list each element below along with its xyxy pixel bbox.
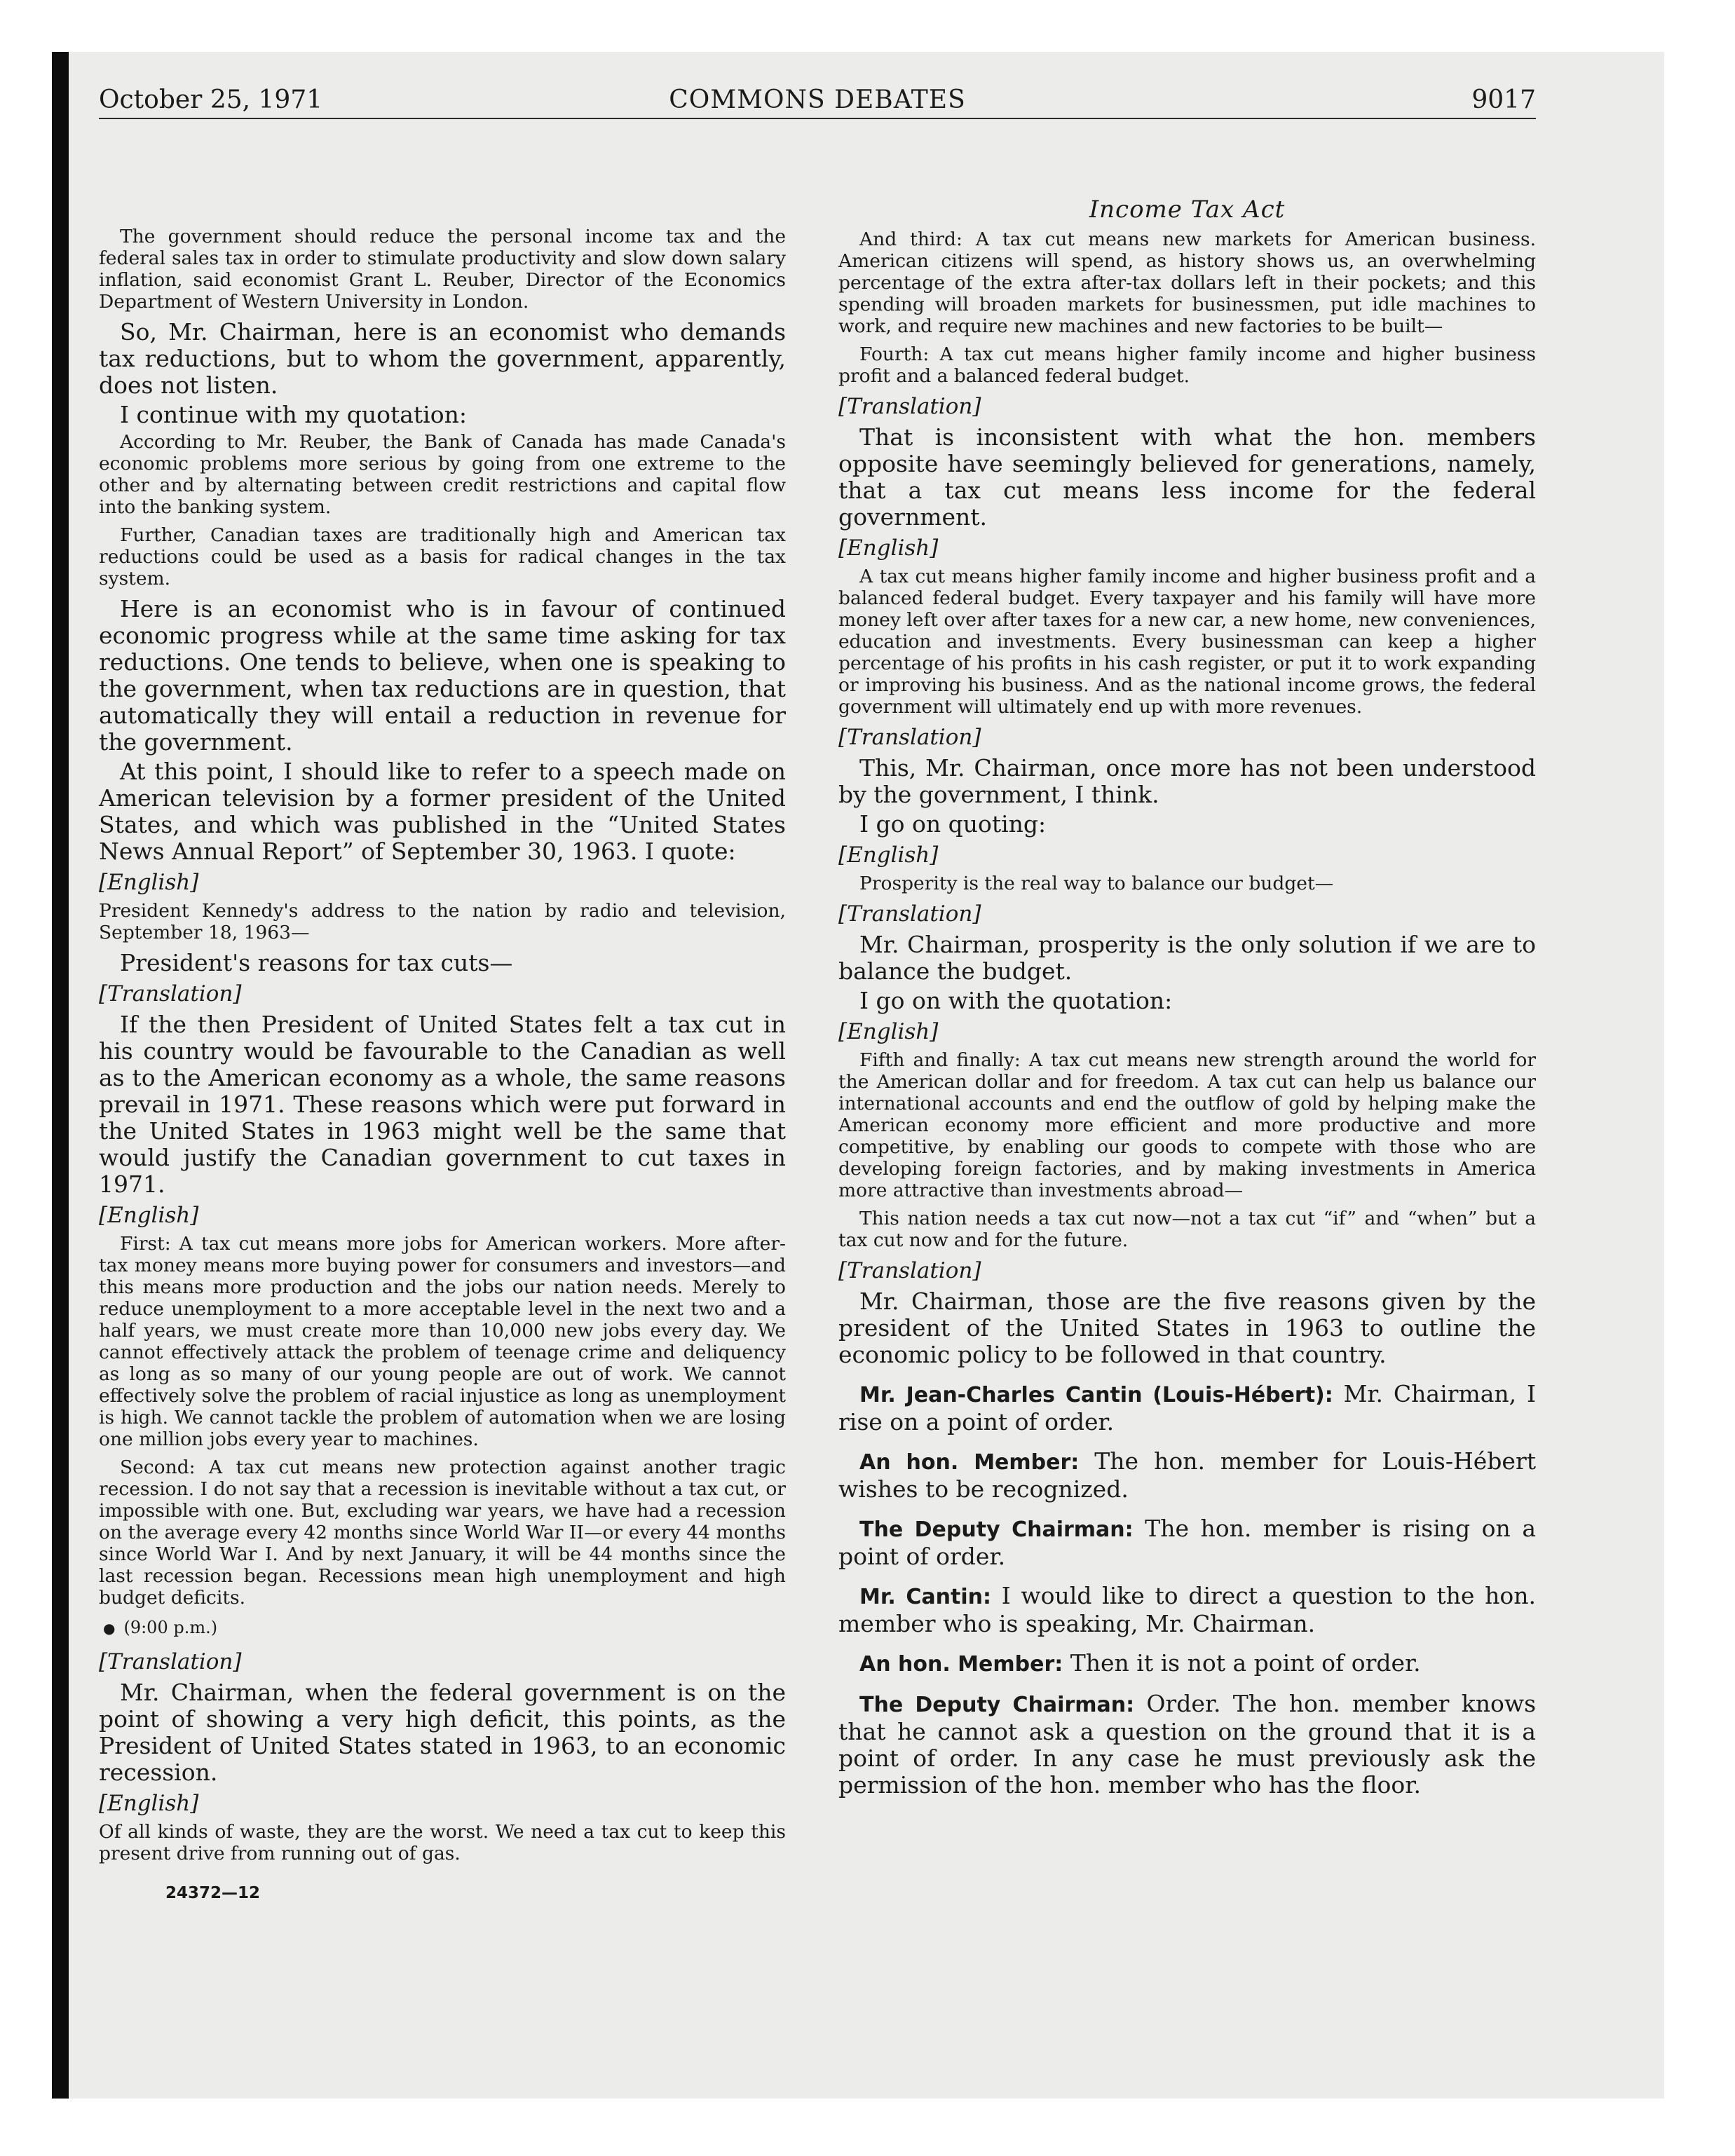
left-column	[99, 226, 786, 1871]
quote-paragraph: Fifth and finally: A tax cut means new strength around the world for the American dollar and for freedom. A tax cut can help us balance our international accounts and end the outflow of gold by helping make the American economy more efficient and more productive and more competitive, by enabling our goods to compete with those who are developing foreign factories, and by making investments in America more attractive than investments abroad—	[838, 1049, 1536, 1201]
speech-paragraph: Mr. Chairman, prosperity is the only solution if we are to balance the budget.	[838, 931, 1536, 985]
language-tag: [Translation]	[99, 1649, 242, 1674]
speech-paragraph: I go on with the quotation:	[859, 987, 1173, 1014]
language-tag: [Translation]	[838, 725, 981, 750]
quote-paragraph: And third: A tax cut means new markets for American business. American citizens will spend, as history shows us, an overwhelming percentage of the extra after-tax dollars left in their pockets; and this spending will broaden markets for businessmen, put idle machines to work, and require new machines and new factories to be built—	[838, 228, 1536, 337]
time-mark	[103, 1616, 786, 1640]
speech-paragraph: President's reasons for tax cuts—	[120, 949, 513, 976]
quote-paragraph: Further, Canadian taxes are traditionally high and American tax reductions could be used as a basis for radical changes in the tax system.	[99, 524, 786, 589]
subject-heading: Income Tax Act	[1089, 196, 1286, 224]
page-header	[99, 83, 1536, 119]
header-date: October 25, 1971	[99, 86, 323, 114]
speech-paragraph: Mr. Chairman, when the federal government is on the point of showing a very high deficit, this points, as the President of United States stated in 1963, to an economic recession.	[99, 1679, 786, 1786]
speaker-paragraph	[838, 1515, 1536, 1570]
speech-paragraph: If the then President of United States felt a tax cut in his country would be favourable to the Canadian as well as to the American economy as a whole, the same reasons prevail in 1971. These reasons which were put forward in the United States in 1963 might well be the same that would justify the Canadian government to cut taxes in 1971.	[99, 1011, 786, 1198]
speaker-name: The Deputy Chairman:	[859, 1693, 1135, 1717]
speech-paragraph: Here is an economist who is in favour of continued economic progress while at the same time asking for tax reductions. One tends to believe, when one is speaking to the government, when tax reductions are in question, that automatically they will entail a reduction in revenue for the government.	[99, 595, 786, 756]
quote-paragraph: Fourth: A tax cut means higher family income and higher business profit and a balanced federal budget.	[838, 343, 1536, 387]
speech-paragraph: That is inconsistent with what the hon. members opposite have seemingly believed for generations, namely, that a tax cut means less income for the federal government.	[838, 423, 1536, 531]
quote-paragraph: The government should reduce the personal income tax and the federal sales tax in order to stimulate productivity and slow down salary inflation, said economist Grant L. Reuber, Director of the Economics Department of Western University in London.	[99, 226, 786, 313]
speech-paragraph: I continue with my quotation:	[120, 401, 467, 428]
language-tag: [Translation]	[838, 1258, 981, 1283]
bullet-icon: ●	[103, 1620, 116, 1637]
quote-paragraph: First: A tax cut means more jobs for American workers. More after-tax money means more buying power for consumers and investors—and this means more production and the jobs our nation needs. Merely to reduce unemployment to a more acceptable level in the next two and a half years, we must create more than 10,000 new jobs every day. We cannot effectively attack the problem of teenage crime and deliquency as long as so many of our young people are out of work. We cannot effectively solve the problem of racial injustice as long as unemployment is high. We cannot tackle the problem of automation when we are losing one million jobs every year to machines.	[99, 1233, 786, 1450]
speaker-text: The hon. member for Louis-Hébert wishes to be recognized.	[838, 1447, 1536, 1503]
speaker-name: Mr. Cantin:	[859, 1585, 992, 1609]
speaker-text: The hon. member is rising on a point of order.	[838, 1515, 1536, 1570]
header-page-number: 9017	[1471, 86, 1536, 114]
speech-paragraph: This, Mr. Chairman, once more has not been understood by the government, I think.	[838, 754, 1536, 808]
language-tag: [English]	[99, 1791, 199, 1816]
speaker-paragraph	[838, 1583, 1536, 1637]
language-tag: [English]	[838, 1019, 939, 1044]
speaker-name: An hon. Member:	[859, 1450, 1080, 1475]
speaker-name: An hon. Member:	[859, 1652, 1063, 1677]
quote-paragraph: Prosperity is the real way to balance our budget—	[859, 873, 1334, 894]
quote-paragraph: According to Mr. Reuber, the Bank of Canada has made Canada's economic problems more serious by going from one extreme to the other and by alternating between credit restrictions and capital flow into the banking system.	[99, 431, 786, 518]
quote-paragraph: A tax cut means higher family income and higher business profit and a balanced federal budget. Every taxpayer and his family will have more money left over after taxes for a new car, a new home, new conveniences, education and investments. Every businessman can keep a higher percentage of his profits in his cash register, or put it to work expanding or improving his business. And as the national income grows, the federal government will ultimately end up with more revenues.	[838, 566, 1536, 718]
speaker-paragraph	[838, 1448, 1536, 1503]
speaker-text: Order. The hon. member knows that he cannot ask a question on the ground that it is a point of order. In any case he must previously ask the permission of the hon. member who has the floor.	[838, 1690, 1537, 1799]
quote-paragraph: Of all kinds of waste, they are the worst. We need a tax cut to keep this present drive from running out of gas.	[99, 1821, 786, 1864]
speaker-name: Mr. Jean-Charles Cantin (Louis-Hébert):	[859, 1383, 1333, 1407]
quote-paragraph: Second: A tax cut means new protection against another tragic recession. I do not say that a recession is inevitable without a tax cut, or impossible with one. But, excluding war years, we have had a recession on the average every 42 months since World War II—or every 44 months since World War I. And by next January, it will be 44 months since the last recession began. Recessions mean high unemployment and high budget deficits.	[99, 1456, 786, 1609]
language-tag: [Translation]	[838, 901, 981, 927]
speech-paragraph: At this point, I should like to refer to a speech made on American television by a former president of the United States, and which was published in the “United States News Annual Report” of September 30, 1963. I quote:	[99, 758, 786, 865]
speech-paragraph: I go on quoting:	[859, 810, 1047, 838]
speech-paragraph: So, Mr. Chairman, here is an economist who demands tax reductions, but to whom the government, apparently, does not listen.	[99, 318, 786, 399]
speech-paragraph: Mr. Chairman, those are the five reasons given by the president of the United States in 1963 to outline the economic policy to be followed in that country.	[838, 1288, 1536, 1368]
language-tag: [Translation]	[838, 394, 981, 419]
binding-edge	[52, 52, 69, 2099]
language-tag: [English]	[99, 870, 199, 895]
speaker-name: The Deputy Chairman:	[859, 1517, 1134, 1542]
language-tag: [English]	[838, 535, 939, 561]
time-mark-text: (9:00 p.m.)	[123, 1618, 218, 1637]
language-tag: [English]	[838, 842, 939, 868]
right-column	[838, 195, 1536, 1801]
header-title: COMMONS DEBATES	[669, 86, 966, 114]
language-tag: [Translation]	[99, 981, 242, 1007]
quote-paragraph: This nation needs a tax cut now—not a tax cut “if” and “when” but a tax cut now and for the future.	[838, 1208, 1536, 1251]
speaker-text: Then it is not a point of order.	[1063, 1649, 1421, 1677]
speaker-paragraph	[838, 1650, 1536, 1678]
language-tag: [English]	[99, 1203, 199, 1228]
speaker-paragraph	[838, 1381, 1536, 1435]
speaker-text: I would like to direct a question to the hon. member who is speaking, Mr. Chairman.	[838, 1582, 1536, 1637]
page-footer-code: 24372—12	[165, 1884, 261, 1902]
speaker-paragraph	[838, 1691, 1536, 1799]
quote-paragraph: President Kennedy's address to the nation by radio and television, September 18, 1963—	[99, 900, 786, 943]
speaker-text: Mr. Chairman, I rise on a point of order.	[838, 1380, 1537, 1435]
